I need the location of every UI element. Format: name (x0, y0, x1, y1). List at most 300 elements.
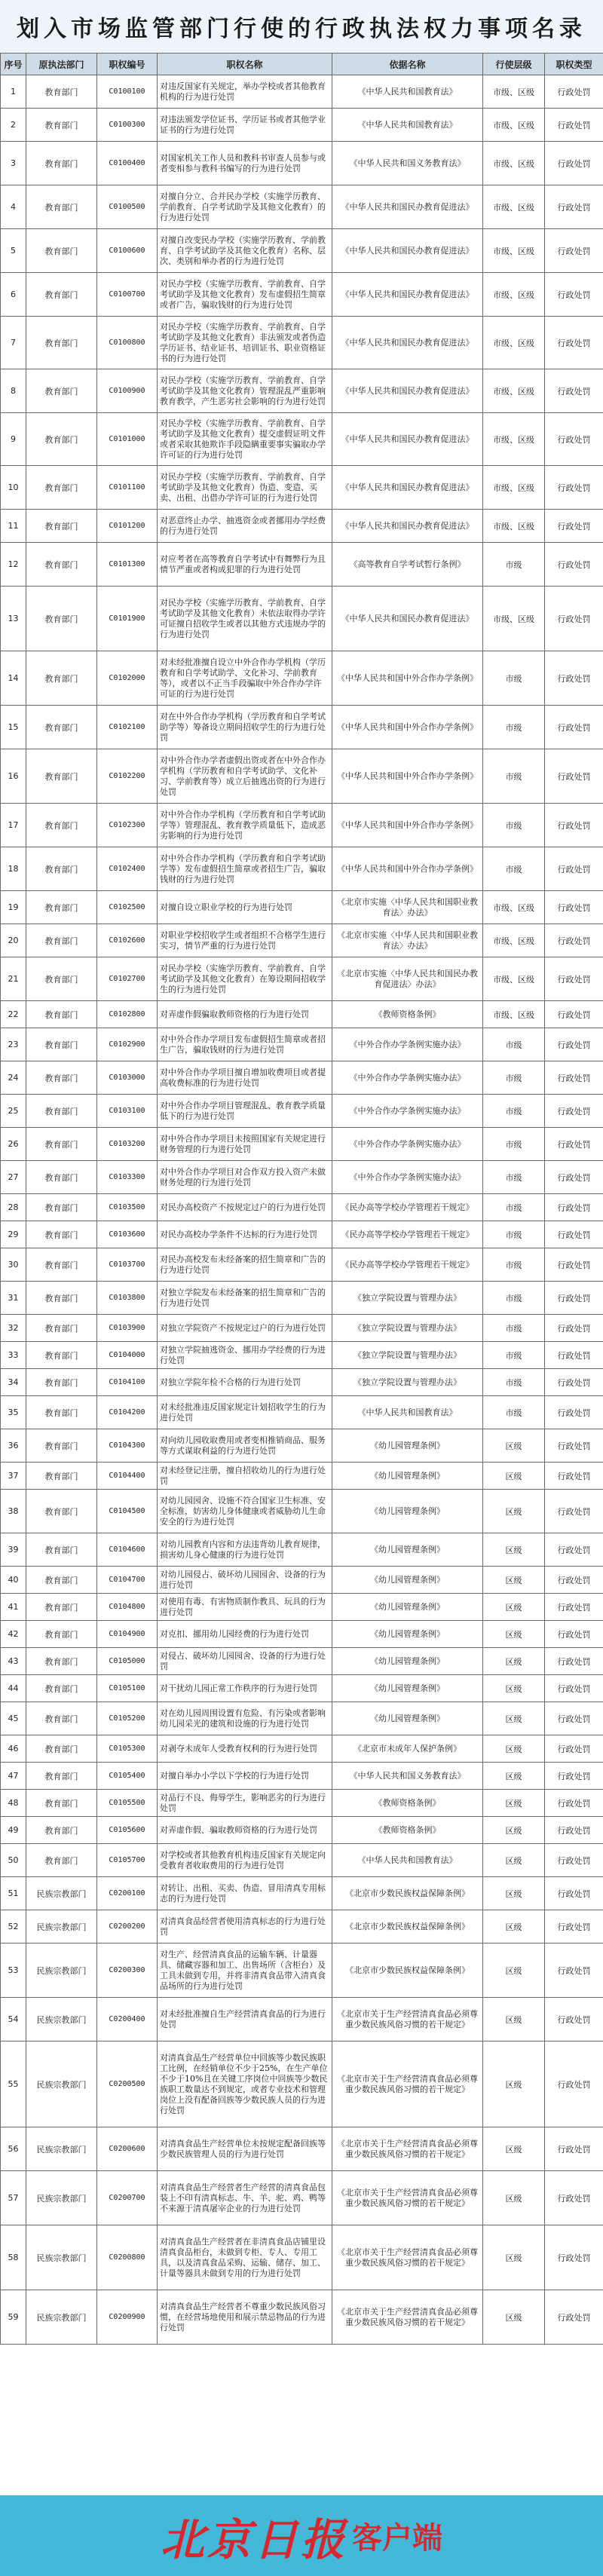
index-cell: 12 (1, 543, 26, 587)
authority-name-cell: 对独立学院抽逃资金、挪用办学经费的行为进行处罚 (158, 1342, 332, 1369)
legal-basis-cell: 《北京市实施〈中华人民共和国民办教育促进法〉办法》 (332, 957, 483, 1001)
authority-code-cell: C0105600 (97, 1817, 158, 1844)
authority-name-cell: 对恶意终止办学、抽逃资金或者挪用办学经费的行为进行处罚 (158, 510, 332, 543)
type-cell: 行政处罚 (545, 1194, 603, 1221)
authority-name-cell: 对使用有毒、有害物质制作教具、玩具的行为进行处罚 (158, 1594, 332, 1621)
index-cell: 23 (1, 1028, 26, 1061)
level-cell: 市级 (483, 1028, 545, 1061)
original-dept-cell: 教育部门 (26, 749, 97, 804)
level-cell: 区级 (483, 1675, 545, 1702)
authority-name-cell: 对幼儿园侵占、破坏幼儿园园舍、设备的行为进行处罚 (158, 1567, 332, 1594)
legal-basis-cell: 《中外合作办学条例实施办法》 (332, 1128, 483, 1161)
authority-code-cell: C0101200 (97, 510, 158, 543)
legal-basis-cell: 《教师资格条例》 (332, 1790, 483, 1817)
type-cell: 行政处罚 (545, 1490, 603, 1533)
table-row (1, 1342, 603, 1369)
table-row (1, 1877, 603, 1910)
authority-code-cell: C0102600 (97, 924, 158, 957)
level-cell: 区级 (483, 1910, 545, 1943)
original-dept-cell: 教育部门 (26, 543, 97, 587)
authority-code-cell: C0102400 (97, 847, 158, 891)
level-cell: 市级、区级 (483, 109, 545, 142)
level-cell: 市级、区级 (483, 229, 545, 273)
type-cell: 行政处罚 (545, 1161, 603, 1194)
table-row (1, 1790, 603, 1817)
table-row (1, 1095, 603, 1128)
legal-basis-cell: 《中华人民共和国民办教育促进法》 (332, 466, 483, 510)
level-cell: 市级 (483, 1248, 545, 1282)
authority-name-cell: 对民办学校（实施学历教育、学前教育、自学考试助学及其他文化教育）未依法取得办学许可证擅自招收学生或者以其他方式违规办学的行为进行处罚 (158, 587, 332, 651)
type-cell: 行政处罚 (545, 2171, 603, 2225)
authority-code-cell: C0102200 (97, 749, 158, 804)
authority-name-cell: 对独立学院资产不按规定过户的行为进行处罚 (158, 1315, 332, 1342)
type-cell: 行政处罚 (545, 2127, 603, 2171)
original-dept-cell: 教育部门 (26, 273, 97, 317)
legal-basis-cell: 《独立学院设置与管理办法》 (332, 1315, 483, 1342)
type-cell: 行政处罚 (545, 543, 603, 587)
authority-code-cell: C0100900 (97, 369, 158, 413)
table-row (1, 1248, 603, 1282)
level-cell: 市级、区级 (483, 466, 545, 510)
authority-code-cell: C0104000 (97, 1342, 158, 1369)
original-dept-cell: 教育部门 (26, 1028, 97, 1061)
original-dept-cell: 教育部门 (26, 1735, 97, 1763)
type-cell: 行政处罚 (545, 75, 603, 109)
index-cell: 10 (1, 466, 26, 510)
legal-basis-cell: 《中外合作办学条例实施办法》 (332, 1161, 483, 1194)
type-cell: 行政处罚 (545, 317, 603, 369)
table-row (1, 1675, 603, 1702)
legal-basis-cell: 《幼儿园管理条例》 (332, 1675, 483, 1702)
legal-basis-cell: 《中华人民共和国民办教育促进法》 (332, 369, 483, 413)
authority-name-cell: 对国家机关工作人员和教科书审查人员参与或者变相参与教科书编写的行为进行处罚 (158, 142, 332, 185)
authority-name-cell: 对在中外合作办学机构（学历教育和自学考试助学等）筹备设立期间招收学生的行为进行处罚 (158, 706, 332, 749)
type-cell: 行政处罚 (545, 1342, 603, 1369)
original-dept-cell: 教育部门 (26, 1533, 97, 1567)
table-row (1, 413, 603, 466)
type-cell: 行政处罚 (545, 1128, 603, 1161)
authority-code-cell: C0100400 (97, 142, 158, 185)
type-cell: 行政处罚 (545, 1429, 603, 1463)
index-cell: 15 (1, 706, 26, 749)
index-cell: 30 (1, 1248, 26, 1282)
authority-code-cell: C0200400 (97, 1998, 158, 2042)
level-cell: 市级 (483, 1128, 545, 1161)
authority-code-cell: C0103500 (97, 1194, 158, 1221)
authority-code-cell: C0105300 (97, 1735, 158, 1763)
table-row (1, 466, 603, 510)
legal-basis-cell: 《中外合作办学条例实施办法》 (332, 1028, 483, 1061)
level-cell: 市级 (483, 1095, 545, 1128)
table-row (1, 804, 603, 847)
authority-name-cell: 对中外合作办学项目对合作双方投入资产未做财务处理的行为进行处罚 (158, 1161, 332, 1194)
authority-name-cell: 对擅自改变民办学校（实施学历教育、学前教育、自学考试助学及其他文化教育）名称、层次、类别和举办者的行为进行处罚 (158, 229, 332, 273)
legal-basis-cell: 《幼儿园管理条例》 (332, 1621, 483, 1648)
legal-basis-cell: 《幼儿园管理条例》 (332, 1463, 483, 1490)
authority-name-cell: 对在幼儿园周围设置有危险、有污染或者影响幼儿园采光的建筑和设施的行为进行处罚 (158, 1702, 332, 1735)
original-dept-cell: 教育部门 (26, 1763, 97, 1790)
legal-basis-cell: 《民办高等学校办学管理若干规定》 (332, 1194, 483, 1221)
legal-basis-cell: 《中华人民共和国中外合作办学条例》 (332, 847, 483, 891)
original-dept-cell: 民族宗教部门 (26, 2290, 97, 2345)
index-cell: 33 (1, 1342, 26, 1369)
authority-name-cell: 对未经批准擅自设立中外合作办学机构（学历教育和自学考试助学、文化补习、学前教育等），或者以不正当手段骗取中外合作办学许可证的行为进行处罚 (158, 651, 332, 706)
table-row (1, 749, 603, 804)
authority-code-cell: C0102700 (97, 957, 158, 1001)
original-dept-cell: 教育部门 (26, 1315, 97, 1342)
original-dept-cell: 教育部门 (26, 891, 97, 924)
authority-code-cell: C0102800 (97, 1001, 158, 1028)
table-row (1, 1128, 603, 1161)
authority-name-cell: 对民办学校（实施学历教育、学前教育、自学考试助学及其他文化教育）伪造、变造、买卖、出租、出借办学许可证的行为进行处罚 (158, 466, 332, 510)
authority-name-cell: 对弄虚作假、骗取教师资格的行为进行处罚 (158, 1817, 332, 1844)
authority-code-cell: C0200900 (97, 2290, 158, 2345)
authority-name-cell: 对向幼儿园收取费用或者变相推销商品、服务等方式谋取利益的行为进行处罚 (158, 1429, 332, 1463)
table-row (1, 587, 603, 651)
original-dept-cell: 教育部门 (26, 1282, 97, 1315)
type-cell: 行政处罚 (545, 749, 603, 804)
index-cell: 1 (1, 75, 26, 109)
table-row (1, 543, 603, 587)
authority-code-cell: C0104500 (97, 1490, 158, 1533)
authority-name-cell: 对中外合作办学者虚假出资或者在中外合作办学机构（学历教育和自学考试助学、文化补习、学前教育等）成立后抽逃出资的行为进行处罚 (158, 749, 332, 804)
index-cell: 14 (1, 651, 26, 706)
table-row (1, 1028, 603, 1061)
original-dept-cell: 教育部门 (26, 1248, 97, 1282)
authority-code-cell: C0103000 (97, 1061, 158, 1095)
level-cell: 区级 (483, 1621, 545, 1648)
table-row (1, 1702, 603, 1735)
authority-code-cell: C0103700 (97, 1248, 158, 1282)
authority-code-cell: C0101000 (97, 413, 158, 466)
index-cell: 45 (1, 1702, 26, 1735)
authority-name-cell: 对剥夺未成年人受教育权利的行为进行处罚 (158, 1735, 332, 1763)
authority-name-cell: 对违反国家有关规定，举办学校或者其他教育机构的行为进行处罚 (158, 75, 332, 109)
table-row (1, 1844, 603, 1877)
authority-name-cell: 对中外合作办学机构（学历教育和自学考试助学等）发布虚假招生简章或者招生广告，骗取钱财的行为进行处罚 (158, 847, 332, 891)
index-cell: 44 (1, 1675, 26, 1702)
index-cell: 43 (1, 1648, 26, 1675)
type-cell: 行政处罚 (545, 2290, 603, 2345)
table-row (1, 185, 603, 229)
authority-name-cell: 对独立学院年检不合格的行为进行处罚 (158, 1369, 332, 1396)
authority-code-cell: C0103600 (97, 1221, 158, 1248)
legal-basis-cell: 《北京市少数民族权益保障条例》 (332, 1877, 483, 1910)
legal-basis-cell: 《北京市少数民族权益保障条例》 (332, 1943, 483, 1998)
original-dept-cell: 教育部门 (26, 466, 97, 510)
table-row (1, 2042, 603, 2127)
level-cell: 市级 (483, 847, 545, 891)
table-row (1, 1315, 603, 1342)
authority-code-cell: C0104800 (97, 1594, 158, 1621)
index-cell: 36 (1, 1429, 26, 1463)
level-cell: 区级 (483, 2225, 545, 2290)
authority-code-cell: C0102900 (97, 1028, 158, 1061)
brand-subtitle: 客户端 (352, 2521, 442, 2556)
type-cell: 行政处罚 (545, 957, 603, 1001)
table-row (1, 847, 603, 891)
legal-basis-cell: 《幼儿园管理条例》 (332, 1533, 483, 1567)
index-cell: 31 (1, 1282, 26, 1315)
type-cell: 行政处罚 (545, 706, 603, 749)
authority-code-cell: C0200300 (97, 1943, 158, 1998)
col-index-header: 序号 (1, 54, 26, 75)
legal-basis-cell: 《北京市少数民族权益保障条例》 (332, 1910, 483, 1943)
index-cell: 55 (1, 2042, 26, 2127)
type-cell: 行政处罚 (545, 185, 603, 229)
table-header (1, 54, 603, 75)
type-cell: 行政处罚 (545, 1095, 603, 1128)
index-cell: 25 (1, 1095, 26, 1128)
authority-name-cell: 对清真食品经营者使用清真标志的行为进行处罚 (158, 1910, 332, 1943)
legal-basis-cell: 《幼儿园管理条例》 (332, 1702, 483, 1735)
authority-code-cell: C0104400 (97, 1463, 158, 1490)
table-row (1, 706, 603, 749)
authority-code-cell: C0101900 (97, 587, 158, 651)
level-cell: 市级 (483, 1396, 545, 1429)
level-cell: 市级、区级 (483, 369, 545, 413)
table-row (1, 273, 603, 317)
original-dept-cell: 教育部门 (26, 1490, 97, 1533)
original-dept-cell: 教育部门 (26, 1095, 97, 1128)
authority-name-cell: 对清真食品生产经营者在非清真食品店铺里设清真食品柜台，未做到专柜、专人、专用工具，以及清真食品采购、运输、储存、加工、计量等器具未做到专用的行为进行处罚 (158, 2225, 332, 2290)
legal-basis-cell: 《独立学院设置与管理办法》 (332, 1282, 483, 1315)
original-dept-cell: 教育部门 (26, 75, 97, 109)
table-row (1, 2290, 603, 2345)
original-dept-cell: 教育部门 (26, 1675, 97, 1702)
authority-name-cell: 对弄虚作假骗取教师资格的行为进行处罚 (158, 1001, 332, 1028)
original-dept-cell: 民族宗教部门 (26, 1998, 97, 2042)
authority-code-cell: C0105500 (97, 1790, 158, 1817)
original-dept-cell: 教育部门 (26, 510, 97, 543)
table-row (1, 1194, 603, 1221)
footer-banner (0, 2495, 603, 2576)
index-cell: 54 (1, 1998, 26, 2042)
index-cell: 13 (1, 587, 26, 651)
level-cell: 市级 (483, 1194, 545, 1221)
level-cell: 区级 (483, 1817, 545, 1844)
authority-code-cell: C0105000 (97, 1648, 158, 1675)
level-cell: 区级 (483, 1429, 545, 1463)
index-cell: 6 (1, 273, 26, 317)
original-dept-cell: 民族宗教部门 (26, 2042, 97, 2127)
authority-table (0, 53, 603, 2345)
index-cell: 48 (1, 1790, 26, 1817)
authority-code-cell: C0102300 (97, 804, 158, 847)
index-cell: 4 (1, 185, 26, 229)
index-cell: 42 (1, 1621, 26, 1648)
original-dept-cell: 教育部门 (26, 1061, 97, 1095)
legal-basis-cell: 《中华人民共和国民办教育促进法》 (332, 229, 483, 273)
type-cell: 行政处罚 (545, 924, 603, 957)
authority-code-cell: C0100700 (97, 273, 158, 317)
level-cell: 市级 (483, 651, 545, 706)
type-cell: 行政处罚 (545, 1396, 603, 1429)
authority-code-cell: C0104600 (97, 1533, 158, 1567)
level-cell: 市级、区级 (483, 510, 545, 543)
legal-basis-cell: 《北京市关于生产经营清真食品必须尊重少数民族风俗习惯的若干规定》 (332, 1998, 483, 2042)
type-cell: 行政处罚 (545, 651, 603, 706)
legal-basis-cell: 《中外合作办学条例实施办法》 (332, 1061, 483, 1095)
type-cell: 行政处罚 (545, 1877, 603, 1910)
index-cell: 32 (1, 1315, 26, 1342)
table-row (1, 1161, 603, 1194)
level-cell: 市级、区级 (483, 142, 545, 185)
table-body (1, 75, 603, 2345)
original-dept-cell: 教育部门 (26, 1790, 97, 1817)
original-dept-cell: 民族宗教部门 (26, 2127, 97, 2171)
original-dept-cell: 教育部门 (26, 1342, 97, 1369)
level-cell: 市级 (483, 1161, 545, 1194)
original-dept-cell: 教育部门 (26, 1396, 97, 1429)
authority-code-cell: C0105100 (97, 1675, 158, 1702)
table-row (1, 229, 603, 273)
type-cell: 行政处罚 (545, 1248, 603, 1282)
legal-basis-cell: 《幼儿园管理条例》 (332, 1567, 483, 1594)
authority-code-cell: C0104200 (97, 1396, 158, 1429)
authority-code-cell: C0101300 (97, 543, 158, 587)
type-cell: 行政处罚 (545, 2225, 603, 2290)
table-row (1, 142, 603, 185)
authority-name-cell: 对转让、出租、买卖、伪造、冒用清真专用标志的行为进行处罚 (158, 1877, 332, 1910)
col-original-dept-header: 原执法部门 (26, 54, 97, 75)
index-cell: 39 (1, 1533, 26, 1567)
type-cell: 行政处罚 (545, 1817, 603, 1844)
legal-basis-cell: 《北京市关于生产经营清真食品必须尊重少数民族风俗习惯的若干规定》 (332, 2290, 483, 2345)
authority-name-cell: 对未经登记注册，擅自招收幼儿的行为进行处罚 (158, 1463, 332, 1490)
legal-basis-cell: 《中华人民共和国民办教育促进法》 (332, 317, 483, 369)
original-dept-cell: 教育部门 (26, 1369, 97, 1396)
table-row (1, 1567, 603, 1594)
level-cell: 市级、区级 (483, 185, 545, 229)
index-cell: 34 (1, 1369, 26, 1396)
index-cell: 27 (1, 1161, 26, 1194)
authority-name-cell: 对民办高校资产不按规定过户的行为进行处罚 (158, 1194, 332, 1221)
type-cell: 行政处罚 (545, 1844, 603, 1877)
authority-code-cell: C0100300 (97, 109, 158, 142)
authority-name-cell: 对幼儿园教育内容和方法违背幼儿教育规律，损害幼儿身心健康的行为进行处罚 (158, 1533, 332, 1567)
original-dept-cell: 教育部门 (26, 1817, 97, 1844)
authority-code-cell: C0104100 (97, 1369, 158, 1396)
authority-name-cell: 对职业学校招收学生或者组织不合格学生进行实习，情节严重的行为进行处罚 (158, 924, 332, 957)
type-cell: 行政处罚 (545, 1790, 603, 1817)
table-row (1, 1282, 603, 1315)
legal-basis-cell: 《北京市关于生产经营清真食品必须尊重少数民族风俗习惯的若干规定》 (332, 2171, 483, 2225)
authority-name-cell: 对民办学校（实施学历教育、学前教育、自学考试助学及其他文化教育）在筹设期间招收学生的行为进行处罚 (158, 957, 332, 1001)
type-cell: 行政处罚 (545, 229, 603, 273)
original-dept-cell: 教育部门 (26, 1221, 97, 1248)
table-row (1, 1910, 603, 1943)
level-cell: 市级 (483, 706, 545, 749)
type-cell: 行政处罚 (545, 1594, 603, 1621)
authority-code-cell: C0100500 (97, 185, 158, 229)
index-cell: 58 (1, 2225, 26, 2290)
legal-basis-cell: 《教师资格条例》 (332, 1001, 483, 1028)
table-row (1, 1001, 603, 1028)
legal-basis-cell: 《独立学院设置与管理办法》 (332, 1369, 483, 1396)
table-row (1, 1463, 603, 1490)
type-cell: 行政处罚 (545, 1648, 603, 1675)
table-container (0, 53, 603, 2345)
authority-code-cell: C0200500 (97, 2042, 158, 2127)
index-cell: 20 (1, 924, 26, 957)
original-dept-cell: 教育部门 (26, 587, 97, 651)
type-cell: 行政处罚 (545, 1282, 603, 1315)
original-dept-cell: 民族宗教部门 (26, 1910, 97, 1943)
authority-name-cell: 对中外合作办学机构（学历教育和自学考试助学等）管理混乱、教育教学质量低下，造成恶劣影响的行为进行处罚 (158, 804, 332, 847)
authority-name-cell: 对民办学校（实施学历教育、学前教育、自学考试助学及其他文化教育）发布虚假招生简章或者广告，骗取钱财的行为进行处罚 (158, 273, 332, 317)
index-cell: 21 (1, 957, 26, 1001)
level-cell: 区级 (483, 1533, 545, 1567)
index-cell: 5 (1, 229, 26, 273)
level-cell: 市级、区级 (483, 957, 545, 1001)
original-dept-cell: 民族宗教部门 (26, 2171, 97, 2225)
page-title: 划入市场监管部门行使的行政执法权力事项名录 (17, 16, 586, 42)
authority-name-cell: 对擅自设立职业学校的行为进行处罚 (158, 891, 332, 924)
level-cell: 区级 (483, 1490, 545, 1533)
level-cell: 区级 (483, 1594, 545, 1621)
table-row (1, 891, 603, 924)
authority-code-cell: C0101100 (97, 466, 158, 510)
table-row (1, 924, 603, 957)
level-cell: 市级、区级 (483, 1001, 545, 1028)
index-cell: 7 (1, 317, 26, 369)
authority-code-cell: C0200700 (97, 2171, 158, 2225)
level-cell: 区级 (483, 1790, 545, 1817)
type-cell: 行政处罚 (545, 804, 603, 847)
type-cell: 行政处罚 (545, 109, 603, 142)
level-cell: 市级、区级 (483, 413, 545, 466)
authority-name-cell: 对未经批准擅自生产经营清真食品的行为进行处罚 (158, 1998, 332, 2042)
level-cell: 市级 (483, 749, 545, 804)
original-dept-cell: 民族宗教部门 (26, 2225, 97, 2290)
index-cell: 56 (1, 2127, 26, 2171)
original-dept-cell: 教育部门 (26, 1594, 97, 1621)
original-dept-cell: 民族宗教部门 (26, 1943, 97, 1998)
index-cell: 22 (1, 1001, 26, 1028)
level-cell: 市级 (483, 1282, 545, 1315)
table-row (1, 1735, 603, 1763)
table-row (1, 75, 603, 109)
index-cell: 3 (1, 142, 26, 185)
type-cell: 行政处罚 (545, 1369, 603, 1396)
type-cell: 行政处罚 (545, 1001, 603, 1028)
authority-code-cell: C0103100 (97, 1095, 158, 1128)
original-dept-cell: 教育部门 (26, 706, 97, 749)
original-dept-cell: 教育部门 (26, 369, 97, 413)
authority-code-cell: C0100800 (97, 317, 158, 369)
level-cell: 市级、区级 (483, 273, 545, 317)
type-cell: 行政处罚 (545, 1221, 603, 1248)
type-cell: 行政处罚 (545, 142, 603, 185)
legal-basis-cell: 《中华人民共和国中外合作办学条例》 (332, 749, 483, 804)
col-type-header: 职权类型 (545, 54, 603, 75)
table-row (1, 2171, 603, 2225)
level-cell: 市级 (483, 1221, 545, 1248)
table-row (1, 317, 603, 369)
col-legal-basis-header: 依据名称 (332, 54, 483, 75)
index-cell: 38 (1, 1490, 26, 1533)
type-cell: 行政处罚 (545, 891, 603, 924)
authority-name-cell: 对干扰幼儿园正常工作秩序的行为进行处罚 (158, 1675, 332, 1702)
level-cell: 市级 (483, 1315, 545, 1342)
index-cell: 11 (1, 510, 26, 543)
authority-name-cell: 对幼儿园园舍、设施不符合国家卫生标准、安全标准，妨害幼儿身体健康或者威胁幼儿生命安全的行为进行处罚 (158, 1490, 332, 1533)
index-cell: 53 (1, 1943, 26, 1998)
table-row (1, 651, 603, 706)
table-row (1, 1221, 603, 1248)
level-cell: 区级 (483, 2171, 545, 2225)
